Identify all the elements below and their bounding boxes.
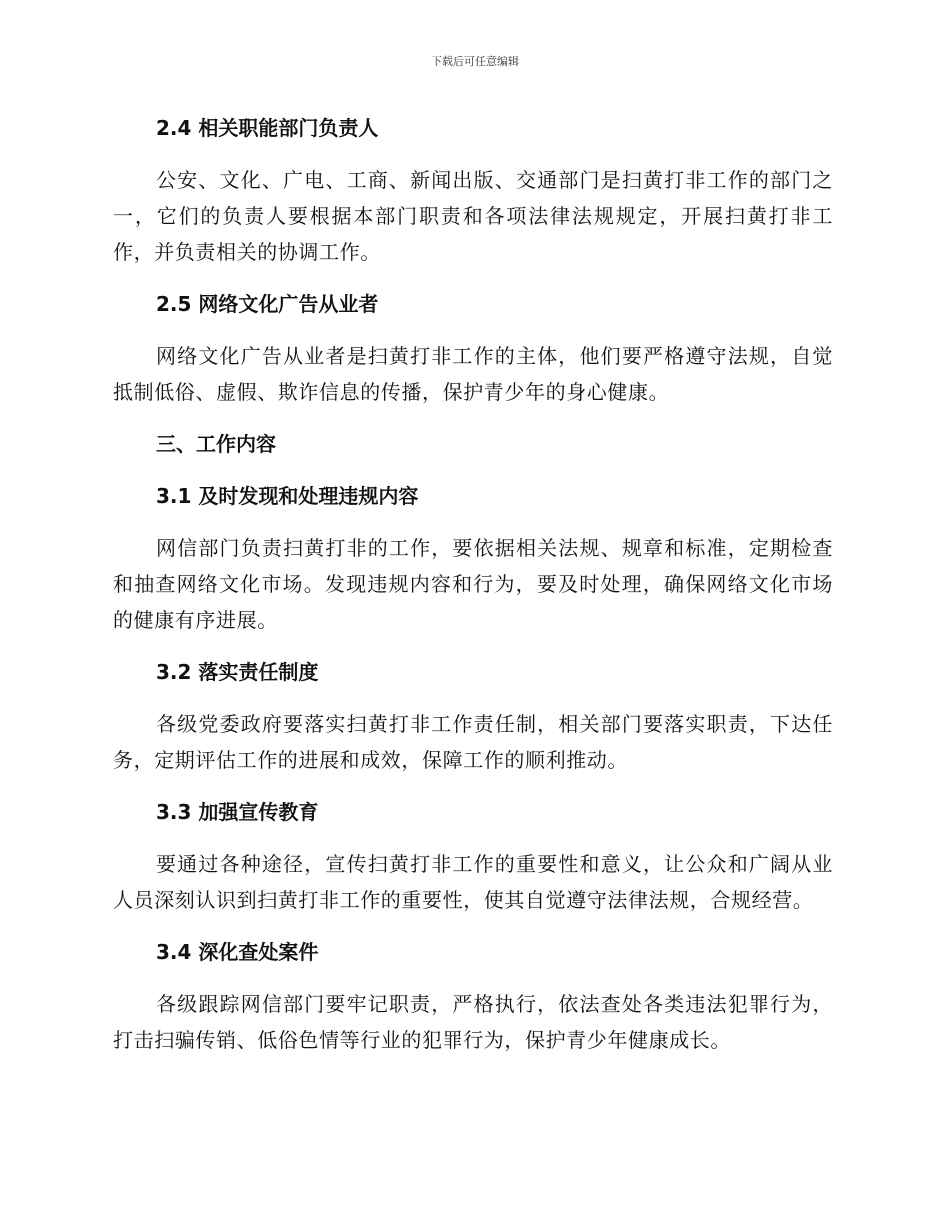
section-paragraph-3-1: 网信部门负责扫黄打非的工作，要依据相关法规、规章和标准，定期检查和抽查网络文化市场。发现违规内容和行为，要及时处理，确保网络文化市场的健康有序进展。 <box>113 536 833 632</box>
section-paragraph-3-4: 各级跟踪网信部门要牢记职责，严格执行，依法查处各类违法犯罪行为，打击扫骗传销、低俗色情等行业的犯罪行为，保护青少年健康成长。 <box>113 992 833 1052</box>
spacer <box>113 462 833 478</box>
section-paragraph-3-3: 要通过各种途径，宣传扫黄打非工作的重要性和意义，让公众和广阔从业人员深刻认识到扫黄打非工作的重要性，使其自觉遵守法律法规，合规经营。 <box>113 852 833 912</box>
spacer <box>113 690 833 706</box>
section-heading-3-4: 3.4 深化查处案件 <box>156 940 319 964</box>
spacer <box>113 638 833 654</box>
spacer <box>113 970 833 986</box>
spacer <box>113 830 833 846</box>
document-body <box>113 110 833 1058</box>
spacer <box>113 514 833 530</box>
spacer <box>113 778 833 794</box>
spacer <box>113 410 833 426</box>
section-heading-2-4: 2.4 相关职能部门负责人 <box>156 116 379 140</box>
spacer <box>113 322 833 338</box>
section-paragraph-3-2: 各级党委政府要落实扫黄打非工作责任制，相关部门要落实职责，下达任务，定期评估工作的进展和成效，保障工作的顺利推动。 <box>113 712 833 772</box>
section-paragraph-2-4: 公安、文化、广电、工商、新闻出版、交通部门是扫黄打非工作的部门之一，它们的负责人要根据本部门职责和各项法律法规规定，开展扫黄打非工作，并负责相关的协调工作。 <box>113 168 833 264</box>
section-heading-3-3: 3.3 加强宣传教育 <box>156 800 319 824</box>
spacer <box>113 918 833 934</box>
page-header: 下载后可任意编辑 <box>431 55 519 68</box>
section-heading-3-2: 3.2 落实责任制度 <box>156 660 319 684</box>
spacer <box>113 146 833 162</box>
spacer <box>113 270 833 286</box>
chapter-heading-3: 三、工作内容 <box>156 432 276 456</box>
section-paragraph-2-5: 网络文化广告从业者是扫黄打非工作的主体，他们要严格遵守法规，自觉抵制低俗、虚假、欺诈信息的传播，保护青少年的身心健康。 <box>113 344 833 404</box>
section-heading-2-5: 2.5 网络文化广告从业者 <box>156 292 379 316</box>
section-heading-3-1: 3.1 及时发现和处理违规内容 <box>156 484 419 508</box>
